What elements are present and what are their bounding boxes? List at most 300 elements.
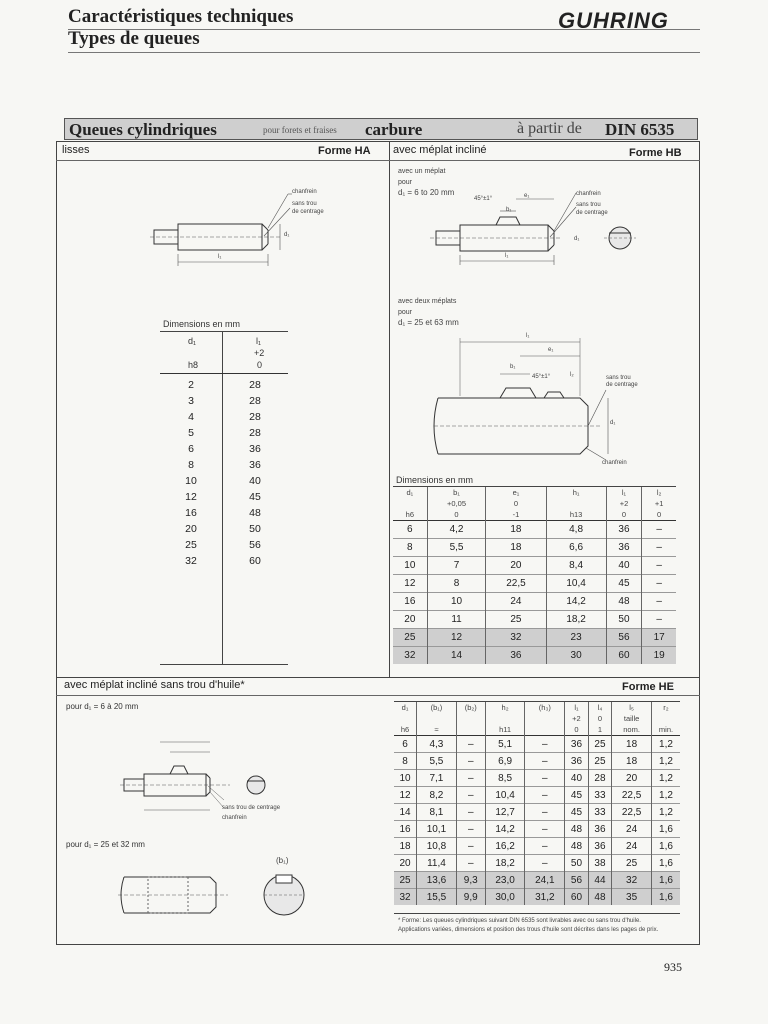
- table-header-cell: [525, 713, 565, 724]
- table-row: [394, 821, 680, 838]
- table-cell: 7: [427, 557, 486, 575]
- table-cell: –: [525, 855, 565, 872]
- table-cell: 22,5: [612, 804, 652, 821]
- table-header-cell: [393, 498, 427, 509]
- table-cell: 1,2: [651, 736, 680, 753]
- ha-chamfer-callout: chanfrein: [292, 189, 317, 195]
- hb-two-flat-line1: avec deux méplats: [398, 298, 457, 305]
- table-cell: 36: [565, 753, 589, 770]
- hb-one-l: l₁: [505, 253, 509, 259]
- hb-one-angle: 45°±1°: [474, 196, 493, 202]
- table-header-cell: b₁: [427, 487, 486, 498]
- ha-drawing: [140, 180, 380, 270]
- table-cell: 40: [565, 770, 589, 787]
- table-cell: 8,5: [485, 770, 525, 787]
- hb-one-b: b₁: [506, 207, 512, 213]
- ha-dims-title: Dimensions en mm: [163, 319, 241, 329]
- table-row: [394, 872, 680, 889]
- hb-two-flat-drawing: [430, 330, 630, 470]
- table-cell: 20: [486, 557, 546, 575]
- ha-label: lisses: [62, 144, 90, 156]
- table-cell: –: [456, 736, 485, 753]
- table-cell: 48: [588, 889, 612, 906]
- table-header-cell: 0: [588, 713, 612, 724]
- table-cell: 5: [188, 427, 194, 439]
- table-row: [160, 457, 288, 473]
- table-cell: 20: [394, 855, 417, 872]
- table-cell: 8,1: [417, 804, 457, 821]
- table-cell: –: [642, 539, 676, 557]
- ha-col-l-tol-top: +2: [254, 348, 265, 358]
- hb-one-no-hole: sans trou: [576, 202, 601, 208]
- table-header-cell: 0: [642, 509, 676, 521]
- table-cell: 44: [588, 872, 612, 889]
- table-cell: –: [456, 787, 485, 804]
- table-cell: 10,4: [546, 575, 606, 593]
- table-cell: 33: [588, 804, 612, 821]
- table-cell: 6,9: [485, 753, 525, 770]
- table-cell: –: [456, 770, 485, 787]
- hb-one-flat-line1: avec un méplat: [398, 168, 446, 175]
- table-cell: 28: [249, 411, 261, 423]
- table-cell: 36: [588, 838, 612, 855]
- table-cell: 56: [249, 539, 261, 551]
- table-cell: 25: [612, 855, 652, 872]
- ha-table: [160, 377, 288, 569]
- table-cell: 14: [394, 804, 417, 821]
- table-cell: 8: [188, 459, 194, 471]
- hb-two-l: l₁: [526, 333, 530, 339]
- table-header-row: [393, 509, 676, 521]
- he-footnote-2: Applications variées, dimensions et position des trous d'huile sont décrites dans les pages de prix.: [398, 927, 659, 933]
- ha-col-l: l₁: [256, 336, 262, 346]
- table-cell: 31,2: [525, 889, 565, 906]
- hb-forme: Forme HB: [629, 147, 682, 159]
- hb-label: avec méplat incliné: [393, 144, 487, 156]
- table-cell: 24: [612, 838, 652, 855]
- table-cell: 4,8: [546, 521, 606, 539]
- table-cell: 1,6: [651, 838, 680, 855]
- header-divider-bottom: [68, 52, 700, 53]
- label-row-divider-he: [56, 695, 700, 696]
- table-cell: 10,1: [417, 821, 457, 838]
- table-cell: 60: [249, 555, 261, 567]
- section-divider: [56, 677, 700, 678]
- table-cell: –: [525, 736, 565, 753]
- hb-one-d: d₁: [574, 236, 580, 242]
- table-cell: 36: [486, 647, 546, 665]
- table-header-cell: [394, 713, 417, 724]
- table-cell: 14: [427, 647, 486, 665]
- table-cell: 32: [394, 889, 417, 906]
- table-cell: 14,2: [546, 593, 606, 611]
- table-cell: 20: [393, 611, 427, 629]
- table-cell: 8: [394, 753, 417, 770]
- he-no-hole-callout: sans trou de centrage: [222, 805, 281, 811]
- he-forme: Forme HE: [622, 681, 674, 693]
- table-cell: –: [525, 753, 565, 770]
- he-large-drawing: [118, 865, 318, 925]
- table-header-row: [394, 713, 680, 724]
- table-cell: 28: [249, 379, 261, 391]
- table-cell: 36: [249, 443, 261, 455]
- table-header-cell: [546, 498, 606, 509]
- he-table-bottom: [394, 913, 680, 914]
- table-header-cell: [417, 713, 457, 724]
- table-header-cell: taille: [612, 713, 652, 724]
- table-header-cell: l₁: [565, 702, 589, 713]
- table-cell: 1,6: [651, 855, 680, 872]
- table-cell: 32: [185, 555, 197, 567]
- table-cell: 12: [427, 629, 486, 647]
- table-row: [160, 489, 288, 505]
- ha-forme: Forme HA: [318, 145, 371, 157]
- table-cell: 50: [606, 611, 642, 629]
- page-number: 935: [664, 960, 682, 974]
- table-header-cell: 0: [565, 724, 589, 736]
- ha-col-d: d₁: [188, 336, 197, 346]
- hb-dims-title: Dimensions en mm: [396, 475, 474, 485]
- table-cell: –: [642, 575, 676, 593]
- table-cell: 4,3: [417, 736, 457, 753]
- table-cell: 25: [588, 736, 612, 753]
- ha-header-rule: [160, 373, 288, 374]
- table-cell: 18: [486, 521, 546, 539]
- ha-table-top: [160, 331, 288, 332]
- hb-two-chamfer: chanfrein: [602, 460, 627, 466]
- table-cell: 6,6: [546, 539, 606, 557]
- table-row: [394, 889, 680, 906]
- hb-two-angle: 45°±1°: [532, 374, 551, 380]
- table-cell: 56: [565, 872, 589, 889]
- table-cell: 36: [588, 821, 612, 838]
- table-header-cell: 0: [486, 498, 546, 509]
- header-divider: [68, 29, 700, 30]
- table-header-cell: 0: [606, 509, 642, 521]
- hb-one-flat-line3: d₁ = 6 to 20 mm: [398, 188, 455, 197]
- hb-one-e: e₁: [524, 193, 530, 199]
- column-divider: [389, 141, 390, 677]
- hb-two-e: e₁: [548, 347, 554, 353]
- hb-two-flat-line2: pour: [398, 309, 413, 316]
- table-header-row: [393, 487, 676, 498]
- table-cell: 48: [606, 593, 642, 611]
- table-cell: –: [456, 838, 485, 855]
- ha-d-label: d₁: [284, 232, 290, 238]
- table-cell: –: [456, 804, 485, 821]
- table-cell: 10: [393, 557, 427, 575]
- table-header-cell: l₄: [588, 702, 612, 713]
- table-cell: 36: [249, 459, 261, 471]
- table-header-cell: h11: [485, 724, 525, 736]
- table-cell: 32: [612, 872, 652, 889]
- brand-logo: GUHRING: [558, 8, 669, 33]
- table-cell: 25: [185, 539, 197, 551]
- table-cell: 8: [427, 575, 486, 593]
- table-cell: 5,5: [417, 753, 457, 770]
- he-chamfer-callout: chanfrein: [222, 815, 247, 821]
- table-cell: 20: [612, 770, 652, 787]
- table-cell: 10: [185, 475, 197, 487]
- table-cell: 48: [565, 821, 589, 838]
- table-cell: 17: [642, 629, 676, 647]
- table-header-cell: -1: [486, 509, 546, 521]
- table-cell: –: [456, 855, 485, 872]
- hb-two-l2: l₂: [570, 372, 574, 378]
- table-header-cell: 1: [588, 724, 612, 736]
- page-subtitle: Types de queues: [68, 28, 200, 49]
- table-cell: 14,2: [485, 821, 525, 838]
- table-row: [160, 473, 288, 489]
- table-cell: 6: [188, 443, 194, 455]
- table-cell: 2: [188, 379, 194, 391]
- table-cell: 4,2: [427, 521, 486, 539]
- he-large-caption: pour d₁ = 25 et 32 mm: [66, 840, 145, 849]
- table-header-cell: (b₂): [456, 702, 485, 713]
- table-row: [160, 521, 288, 537]
- he-label: avec méplat incliné sans trou d'huile*: [64, 679, 245, 691]
- table-row: [160, 425, 288, 441]
- table-cell: 11: [427, 611, 486, 629]
- table-cell: 56: [606, 629, 642, 647]
- table-header-cell: [525, 724, 565, 736]
- table-cell: 16: [185, 507, 197, 519]
- table-cell: 16: [394, 821, 417, 838]
- table-cell: 20: [185, 523, 197, 535]
- hb-two-d: d₁: [610, 420, 616, 426]
- table-cell: 48: [565, 838, 589, 855]
- table-cell: 16: [393, 593, 427, 611]
- table-cell: 36: [565, 736, 589, 753]
- table-cell: –: [456, 821, 485, 838]
- table-cell: 33: [588, 787, 612, 804]
- table-row: [394, 855, 680, 872]
- ha-l-label: l₁: [218, 254, 222, 260]
- table-cell: 12,7: [485, 804, 525, 821]
- table-cell: 18,2: [546, 611, 606, 629]
- table-cell: 48: [249, 507, 261, 519]
- table-cell: 15,5: [417, 889, 457, 906]
- table-header-row: [393, 498, 676, 509]
- ha-col-l-tol-bot: 0: [257, 360, 263, 370]
- table-cell: 10: [427, 593, 486, 611]
- table-header-cell: +1: [642, 498, 676, 509]
- table-cell: 4: [188, 411, 194, 423]
- table-cell: 28: [249, 395, 261, 407]
- table-row: [393, 539, 676, 557]
- banner-material: carbure: [365, 120, 423, 139]
- table-cell: 36: [606, 539, 642, 557]
- table-row: [394, 753, 680, 770]
- table-header-cell: h6: [405, 510, 414, 519]
- he-small-drawing: [120, 730, 320, 820]
- table-cell: 32: [486, 629, 546, 647]
- table-cell: 24,1: [525, 872, 565, 889]
- table-cell: 23: [546, 629, 606, 647]
- table-cell: 18: [612, 753, 652, 770]
- he-b-callout: (b₁): [276, 856, 289, 865]
- table-cell: 12: [393, 575, 427, 593]
- table-cell: –: [525, 787, 565, 804]
- table-header-cell: 0: [427, 509, 486, 521]
- section-banner: [64, 118, 698, 140]
- table-header-cell: r₂: [651, 702, 680, 713]
- table-cell: –: [525, 821, 565, 838]
- table-cell: 18,2: [485, 855, 525, 872]
- table-cell: 8,2: [417, 787, 457, 804]
- ha-col-d-tol: h8: [188, 360, 199, 370]
- table-cell: 25: [588, 753, 612, 770]
- table-cell: 35: [612, 889, 652, 906]
- table-row: [394, 787, 680, 804]
- hb-two-flat-line3: d₁ = 25 et 63 mm: [398, 318, 459, 327]
- table-cell: 30,0: [485, 889, 525, 906]
- table-cell: 5,1: [485, 736, 525, 753]
- table-header-cell: +0,05: [427, 498, 486, 509]
- table-cell: 10,4: [485, 787, 525, 804]
- table-header-cell: nom.: [612, 724, 652, 736]
- table-header-cell: ≈: [417, 724, 457, 736]
- table-header-cell: (b₁): [417, 702, 457, 713]
- table-header-cell: e₁: [486, 487, 546, 498]
- table-cell: 28: [588, 770, 612, 787]
- table-cell: 18: [394, 838, 417, 855]
- table-row: [394, 804, 680, 821]
- table-cell: 28: [249, 427, 261, 439]
- table-header-cell: min.: [651, 724, 680, 736]
- table-cell: 60: [606, 647, 642, 665]
- table-header-row: [394, 702, 680, 713]
- table-row: [393, 593, 676, 611]
- table-cell: 8,4: [546, 557, 606, 575]
- table-cell: 16,2: [485, 838, 525, 855]
- table-cell: –: [642, 521, 676, 539]
- table-row: [160, 377, 288, 393]
- banner-standard: DIN 6535: [605, 120, 675, 139]
- table-cell: 5,5: [427, 539, 486, 557]
- table-cell: 30: [546, 647, 606, 665]
- table-cell: 24: [486, 593, 546, 611]
- table-header-cell: h₂: [485, 702, 525, 713]
- table-row: [160, 393, 288, 409]
- table-row: [393, 647, 676, 665]
- table-header-cell: h6: [400, 725, 410, 734]
- table-header-row: [394, 724, 680, 736]
- hb-one-flat-drawing: [430, 185, 650, 265]
- table-cell: 25: [394, 872, 417, 889]
- table-cell: 9,3: [456, 872, 485, 889]
- table-row: [393, 521, 676, 539]
- table-row: [393, 557, 676, 575]
- banner-from: à partir de: [517, 120, 582, 137]
- table-cell: 22,5: [486, 575, 546, 593]
- ha-no-hole-callout: sans trou: [292, 201, 317, 207]
- table-cell: 12: [185, 491, 197, 503]
- table-cell: –: [525, 838, 565, 855]
- table-row: [393, 575, 676, 593]
- table-row: [393, 629, 676, 647]
- table-cell: 10: [394, 770, 417, 787]
- banner-title: Queues cylindriques: [69, 120, 217, 139]
- table-cell: 25: [393, 629, 427, 647]
- table-header-cell: l₅: [612, 702, 652, 713]
- table-row: [394, 770, 680, 787]
- table-cell: 22,5: [612, 787, 652, 804]
- table-cell: 60: [565, 889, 589, 906]
- table-cell: 36: [606, 521, 642, 539]
- table-cell: 6: [393, 521, 427, 539]
- hb-one-chamfer: chanfrein: [576, 191, 601, 197]
- hb-one-centering: de centrage: [576, 210, 608, 216]
- hb-one-flat-line2: pour: [398, 179, 413, 186]
- table-cell: 1,6: [651, 821, 680, 838]
- table-cell: 40: [249, 475, 261, 487]
- table-header-cell: [456, 713, 485, 724]
- table-header-cell: h₁: [546, 487, 606, 498]
- table-cell: 1,2: [651, 753, 680, 770]
- table-header-cell: +2: [606, 498, 642, 509]
- table-cell: 50: [249, 523, 261, 535]
- table-cell: 45: [606, 575, 642, 593]
- he-footnote-1: * Forme: Les queues cylindriques suivant DIN 6535 sont livrables avec ou sans trou d'huile.: [398, 918, 641, 924]
- table-row: [160, 441, 288, 457]
- table-row: [160, 553, 288, 569]
- table-cell: –: [525, 770, 565, 787]
- table-cell: 12: [394, 787, 417, 804]
- table-cell: 7,1: [417, 770, 457, 787]
- table-cell: 1,6: [651, 872, 680, 889]
- table-cell: 13,6: [417, 872, 457, 889]
- table-row: [393, 611, 676, 629]
- table-header-cell: d₁: [401, 703, 409, 712]
- table-cell: –: [642, 557, 676, 575]
- table-cell: 8: [393, 539, 427, 557]
- he-small-caption: pour d₁ = 6 à 20 mm: [66, 702, 139, 711]
- page-title: Caractéristiques techniques: [68, 6, 294, 27]
- table-cell: 3: [188, 395, 194, 407]
- table-cell: 1,2: [651, 804, 680, 821]
- banner-subtitle: pour forets et fraises: [263, 125, 337, 135]
- table-cell: 25: [486, 611, 546, 629]
- hb-two-no-hole: sans trou: [606, 375, 631, 381]
- table-row: [160, 409, 288, 425]
- label-row-divider: [56, 160, 700, 161]
- hb-two-centering: de centrage: [606, 382, 638, 388]
- table-cell: 24: [612, 821, 652, 838]
- table-header-cell: h13: [546, 509, 606, 521]
- table-row: [394, 838, 680, 855]
- table-header-cell: l₂: [642, 487, 676, 498]
- table-header-cell: (h₃): [525, 702, 565, 713]
- table-cell: –: [456, 753, 485, 770]
- hb-table: [393, 487, 676, 664]
- table-row: [394, 736, 680, 753]
- table-cell: –: [642, 593, 676, 611]
- table-header-cell: [485, 713, 525, 724]
- table-cell: 9,9: [456, 889, 485, 906]
- table-cell: 6: [394, 736, 417, 753]
- table-header-cell: l₁: [606, 487, 642, 498]
- table-cell: 1,6: [651, 889, 680, 906]
- table-cell: 50: [565, 855, 589, 872]
- table-cell: 40: [606, 557, 642, 575]
- table-cell: 10,8: [417, 838, 457, 855]
- table-cell: 1,2: [651, 787, 680, 804]
- table-header-cell: +2: [565, 713, 589, 724]
- table-header-cell: [651, 713, 680, 724]
- table-cell: 45: [565, 804, 589, 821]
- table-cell: 23,0: [485, 872, 525, 889]
